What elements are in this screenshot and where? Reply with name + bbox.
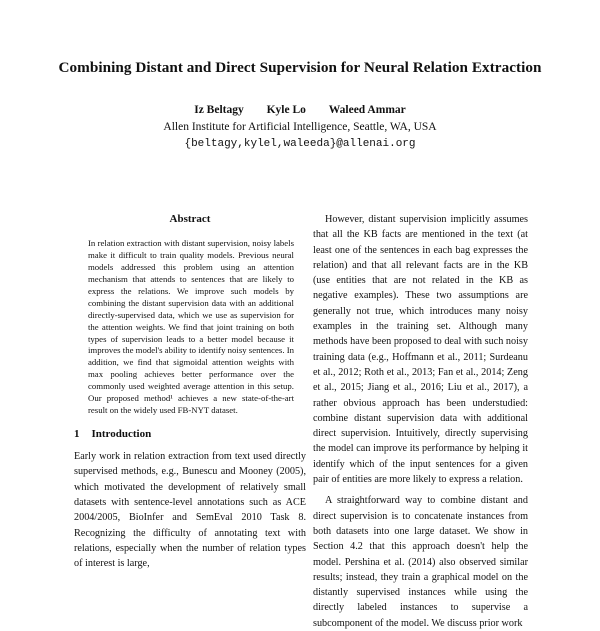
introduction-paragraph: Early work in relation extraction from text used directly supervised methods, e.g., Bunescu and Mooney (2005), which motivated the development of relatively small datasets with sentence-level annotations such as ACE 2004/2005, BioInfer and SemEval 2010 Task 8. Recognizing the difficulty of annotating text with relations, especially when the number of relation types of interest is large, xyxy=(74,451,306,570)
affiliation: Allen Institute for Artificial Intelligence, Seattle, WA, USA xyxy=(163,121,437,133)
body-paragraph: However, distant supervision implicitly assumes that all the KB facts are mentioned in the text (at least one of the sentences in each bag expresses the relation) and that all relevant facts are in the KB (use entities that are not related in the KB as negative examples). These two assumptions are generally not true, which introduces many noisy examples in the training set. Although many methods have been proposed to deal with such noisy training data (e.g., Hoffmann et al., 2011; Surdeanu et al., 2012; Roth et al., 2013; Fan et al., 2014; Zeng et al., 2015; Jiang et al., 2016; Liu et al., 2017), a rather obvious approach has been understudied: combine distant supervision data with additional direct supervision. Intuitively, directly supervising the model can improve its performance by helping it identify which of the input sentences for a given pair of entities are more likely to express a relation. xyxy=(313,214,528,486)
author-list xyxy=(0,104,600,116)
abstract-text: In relation extraction with distant supervision, noisy labels make it difficult to train quality models. Previous neural models addressed this problem using an attention mechanism that attends to sentences that are likely to express the relations. We improve such models by combining the distant supervision data with an additional directly-supervised data, which we use as supervision for the attention weights. We find that joint training on both types of supervision leads to a better model because it improves the model's ability to identify noisy sentences. In addition, we find that sigmoidal attention weights with max pooling achieves better performance over the commonly used weighted average attention in this setup. Our proposed method¹ achieves a new state-of-the-art result on the widely used FB-NYT dataset. xyxy=(88,238,294,415)
section-number: 1 xyxy=(74,427,80,440)
author-emails: {beltagy,kylel,waleeda}@allenai.org xyxy=(184,138,416,150)
author-name: Kyle Lo xyxy=(266,104,306,116)
right-column xyxy=(313,212,528,631)
author-name: Waleed Ammar xyxy=(328,104,406,116)
paper-title: Combining Distant and Direct Supervision for Neural Relation Extraction xyxy=(58,59,542,76)
abstract-heading: Abstract xyxy=(169,213,211,225)
body-paragraph: A straightforward way to combine distant and direct supervision is to concatenate instances from both datasets into one large dataset. We show in Section 4.2 that this approach doesn't help the model. Pershina et al. (2014) also observed similar results; instead, they train a graphical model on the distantly supervised instances while using the directly labeled instances to supervise a subcomponent of the model. We discuss prior work xyxy=(313,495,528,629)
author-name: Iz Beltagy xyxy=(194,104,244,116)
left-column xyxy=(74,212,306,572)
section-title: Introduction xyxy=(91,427,152,440)
section-heading-introduction xyxy=(74,427,306,442)
